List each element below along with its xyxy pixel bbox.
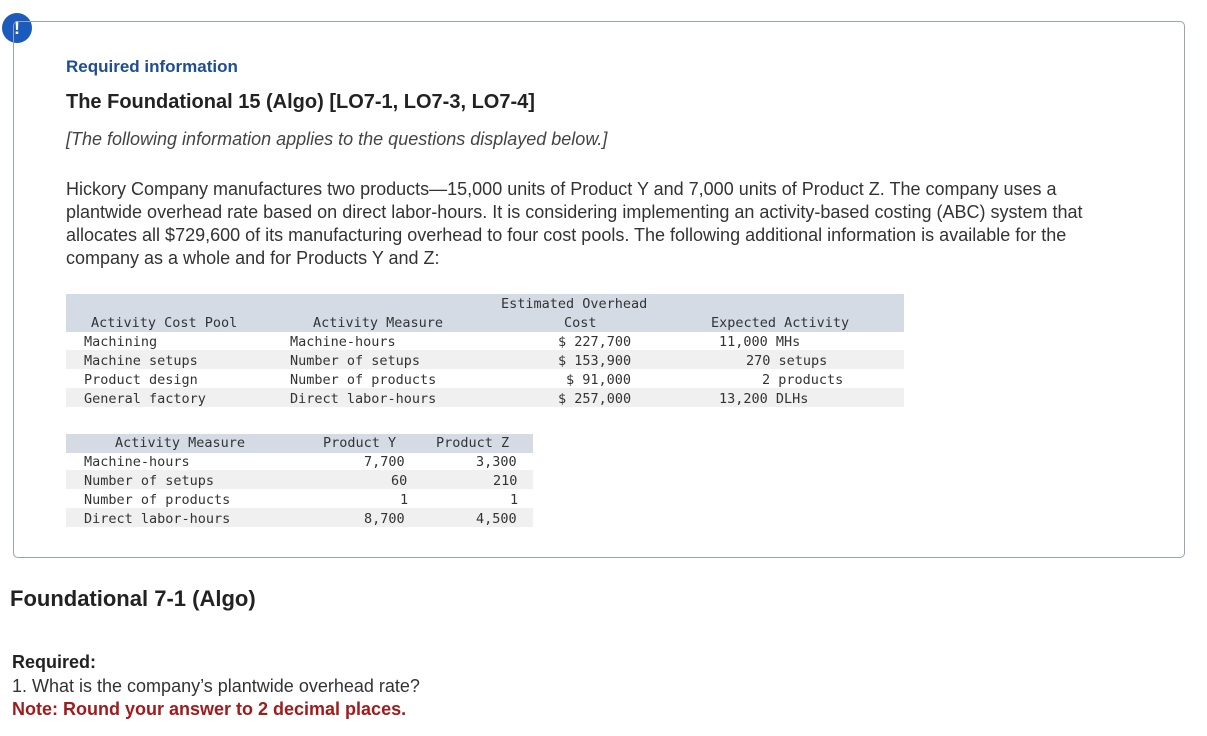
header-cost: Cost bbox=[564, 315, 597, 331]
header-estimated-overhead: Estimated Overhead bbox=[501, 296, 648, 312]
product-y-cell: 60 bbox=[391, 473, 408, 489]
header-product-y: Product Y bbox=[323, 435, 397, 451]
header-product-z: Product Z bbox=[436, 435, 510, 451]
required-information-box bbox=[13, 21, 1185, 558]
expected-cell: 11,000 MHs bbox=[719, 334, 801, 350]
rounding-note: Note: Round your answer to 2 decimal places. bbox=[12, 699, 407, 719]
cost-cell: $ 91,000 bbox=[566, 372, 632, 388]
measure-cell: Number of setups bbox=[290, 353, 421, 369]
header-activity-measure: Activity Measure bbox=[313, 315, 444, 331]
expected-cell: 270 setups bbox=[746, 353, 828, 369]
measure-cell: Machine-hours bbox=[290, 334, 396, 350]
product-y-cell: 1 bbox=[400, 492, 409, 508]
measure-cell: Number of products bbox=[84, 492, 231, 508]
applies-note: [The following information applies to the questions displayed below.] bbox=[66, 129, 608, 149]
pool-cell: Machining bbox=[84, 334, 158, 350]
question-text: 1. What is the company’s plantwide overhead rate? bbox=[12, 676, 420, 696]
cost-cell: $ 227,700 bbox=[558, 334, 632, 350]
product-z-cell: 3,300 bbox=[476, 454, 517, 470]
expected-cell: 13,200 DLHs bbox=[719, 391, 809, 407]
measure-cell: Machine-hours bbox=[84, 454, 190, 470]
product-z-cell: 4,500 bbox=[476, 511, 517, 527]
required-information-heading: Required information bbox=[66, 57, 238, 76]
question-section-title: Foundational 7-1 (Algo) bbox=[10, 586, 256, 611]
cost-cell: $ 257,000 bbox=[558, 391, 632, 407]
product-z-cell: 1 bbox=[510, 492, 519, 508]
product-y-cell: 8,700 bbox=[364, 511, 405, 527]
measure-cell: Number of setups bbox=[84, 473, 215, 489]
measure-cell: Direct labor-hours bbox=[84, 511, 231, 527]
product-z-cell: 210 bbox=[493, 473, 518, 489]
header-activity-measure: Activity Measure bbox=[115, 435, 246, 451]
measure-cell: Number of products bbox=[290, 372, 437, 388]
measure-cell: Direct labor-hours bbox=[290, 391, 437, 407]
alert-icon: ! bbox=[2, 13, 32, 43]
pool-cell: General factory bbox=[84, 391, 206, 407]
header-expected-activity: Expected Activity bbox=[711, 315, 850, 331]
expected-cell: 2 products bbox=[762, 372, 844, 388]
problem-title: The Foundational 15 (Algo) [LO7-1, LO7-3, LO7-4] bbox=[66, 91, 535, 113]
pool-cell: Product design bbox=[84, 372, 198, 388]
header-activity-cost-pool: Activity Cost Pool bbox=[91, 315, 238, 331]
pool-cell: Machine setups bbox=[84, 353, 198, 369]
scenario-text: Hickory Company manufactures two products—15,000 units of Product Y and 7,000 units of Product Z. The company uses a plantwide overhead rate based on direct labor-hours. It is considering implementing an activity-based costing (ABC) system that allocates all $729,600 of its manufacturing overhead to four cost pools. The following additional information is available for the company as a whole and for Products Y and Z: bbox=[66, 179, 1083, 268]
required-label: Required: bbox=[12, 652, 97, 672]
product-y-cell: 7,700 bbox=[364, 454, 405, 470]
cost-cell: $ 153,900 bbox=[558, 353, 632, 369]
